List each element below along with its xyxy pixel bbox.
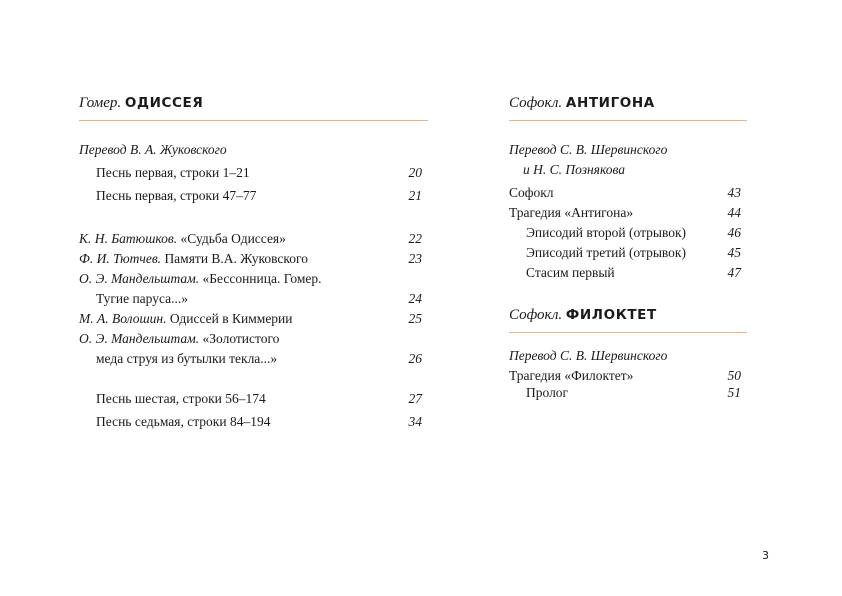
translator-line: Перевод С. В. Шервинского: [509, 348, 668, 363]
section-heading: [509, 304, 747, 326]
page-ref: 24: [408, 291, 422, 306]
section-title: ОДИССЕЯ: [124, 95, 204, 111]
page-ref: 20: [408, 165, 422, 180]
toc-entry: Песнь шестая, строки 56–174 27: [79, 389, 422, 409]
page-ref: 27: [408, 391, 422, 406]
page-ref: 50: [727, 368, 741, 383]
page-ref: 51: [727, 385, 741, 400]
section-heading: [509, 92, 747, 114]
toc-entry: Песнь первая, строки 47–77 21: [79, 186, 422, 206]
toc-section-philoctetes: [509, 304, 747, 413]
page-ref: 25: [408, 311, 422, 326]
toc-entry: О. Э. Мандельштам. «Золотистого: [79, 331, 280, 346]
entry-author: О. Э. Мандельштам.: [79, 331, 200, 346]
entry-author: М. А. Волошин.: [79, 311, 167, 326]
translator-line: Перевод В. А. Жуковского: [79, 142, 227, 157]
toc-entry: Песнь первая, строки 1–21 20: [79, 163, 422, 183]
toc-entry: Трагедия «Антигона» 44: [509, 203, 741, 223]
toc-entry: М. А. Волошин. Одиссей в Киммерии 25: [79, 309, 422, 329]
page-ref: 45: [727, 245, 741, 260]
section-author: Гомер.: [79, 95, 122, 111]
entry-author: О. Э. Мандельштам.: [79, 271, 200, 286]
entry-author: К. Н. Батюшков.: [79, 231, 178, 246]
page-ref: 26: [408, 351, 422, 366]
toc-entry: Песнь седьмая, строки 84–194 34: [79, 412, 422, 432]
entry-author: Ф. И. Тютчев.: [79, 251, 162, 266]
toc-entry: О. Э. Мандельштам. «Бессонница. Гомер.: [79, 271, 322, 286]
toc-entry: К. Н. Батюшков. «Судьба Одиссея» 22: [79, 229, 422, 249]
toc-entry: Трагедия «Филоктет» 50: [509, 366, 741, 386]
toc-entry-continuation: меда струя из бутылки текла...» 26: [79, 349, 422, 369]
toc-entry: Эписодий третий (отрывок) 45: [509, 243, 741, 263]
toc-section-antigone: [509, 92, 747, 291]
page-ref: 34: [408, 414, 422, 429]
section-title: АНТИГОНА: [565, 95, 655, 111]
toc-entry: Стасим первый 47: [509, 263, 741, 283]
page-ref: 46: [727, 225, 741, 240]
toc-section-odyssey: [79, 92, 428, 429]
toc-entries: [509, 333, 747, 413]
page-ref: 21: [408, 188, 422, 203]
section-author: Софокл.: [509, 307, 563, 323]
page-ref: 43: [727, 185, 741, 200]
toc-entry: Эписодий второй (отрывок) 46: [509, 223, 741, 243]
section-title: ФИЛОКТЕТ: [565, 307, 657, 323]
toc-entries: [79, 121, 428, 429]
page-ref: 22: [408, 231, 422, 246]
page-ref: 23: [408, 251, 422, 266]
section-heading: [79, 92, 428, 114]
toc-entry: Софокл 43: [509, 183, 741, 203]
page-number: 3: [762, 549, 769, 562]
toc-entry: Пролог 51: [509, 383, 741, 403]
toc-entry-continuation: Тугие паруса...» 24: [79, 289, 422, 309]
toc-entries: [509, 121, 747, 291]
toc-entry: Ф. И. Тютчев. Памяти В.А. Жуковского 23: [79, 249, 422, 269]
translator-line: и Н. С. Познякова: [523, 162, 626, 177]
translator-line: Перевод С. В. Шервинского: [509, 142, 668, 157]
page-ref: 47: [727, 265, 741, 280]
section-author: Софокл.: [509, 95, 563, 111]
page-ref: 44: [727, 205, 741, 220]
